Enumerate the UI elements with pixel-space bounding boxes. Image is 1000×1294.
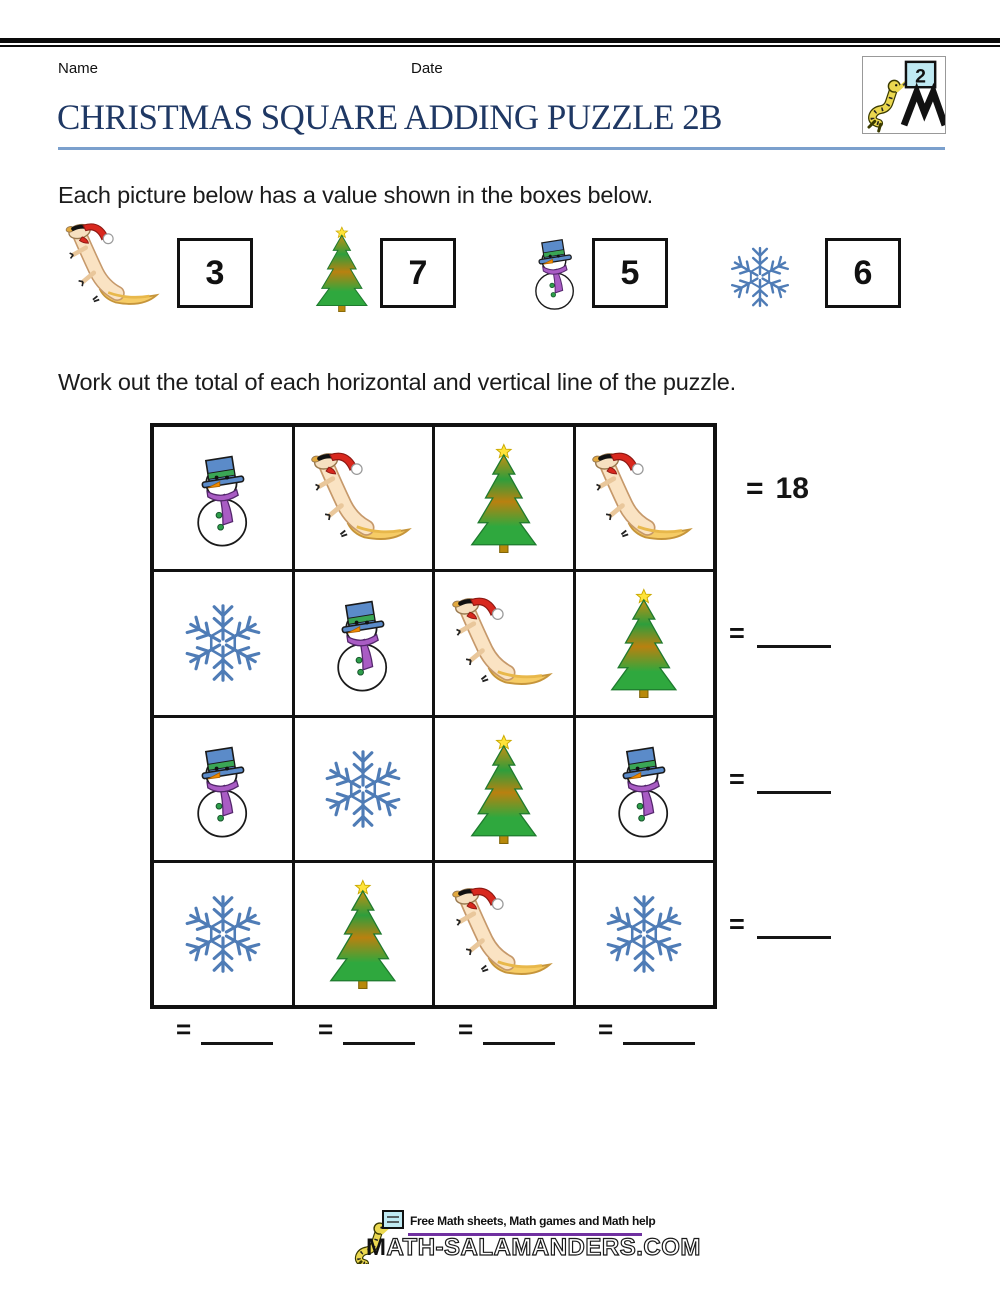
grid-cell-r1c4 xyxy=(576,427,714,569)
row-total-1 xyxy=(746,472,809,506)
row-total-2 xyxy=(729,618,831,649)
grid-cell-r2c3 xyxy=(435,572,573,714)
tree-icon xyxy=(458,443,550,553)
snowflake-icon xyxy=(595,885,693,983)
grid-cell-r1c1 xyxy=(154,427,292,569)
tree-icon xyxy=(317,879,409,989)
instruction-values: Each picture below has a value shown in the boxes below. xyxy=(58,182,653,208)
row-total-4 xyxy=(729,909,831,940)
snowman-icon xyxy=(604,739,684,839)
snowflake-icon xyxy=(314,740,412,838)
key-icon-snowman xyxy=(524,233,586,311)
col-total-3 xyxy=(458,1014,555,1045)
footer-site-m: M xyxy=(366,1234,387,1261)
equals-sign: = xyxy=(176,1014,192,1044)
key-value: 7 xyxy=(408,253,428,292)
salamander-icon xyxy=(584,448,704,549)
key-value: 6 xyxy=(853,253,873,292)
name-label: Name xyxy=(58,60,99,77)
footer-site-rest: ATH-SALAMANDERS.COM xyxy=(386,1234,701,1261)
tree-icon xyxy=(458,734,550,844)
salamander-icon xyxy=(303,448,423,549)
salamander-icon xyxy=(58,219,170,313)
logo-badge-number: 2 xyxy=(915,65,926,88)
equals-sign: = xyxy=(729,764,745,794)
snowman-icon xyxy=(183,739,263,839)
col-total-1 xyxy=(176,1014,273,1045)
key-value-box-tree xyxy=(380,238,456,308)
salamander-icon xyxy=(444,593,564,694)
snowman-icon xyxy=(323,593,403,693)
row-total-answer-blank xyxy=(757,645,831,648)
row-total-value: 18 xyxy=(775,472,809,505)
grid-cell-r4c3 xyxy=(435,863,573,1005)
grid-cell-r4c2 xyxy=(295,863,433,1005)
col-total-answer-blank xyxy=(201,1042,273,1045)
grid-cell-r2c4 xyxy=(576,572,714,714)
grid-cell-r1c3 xyxy=(435,427,573,569)
footer-tagline: Free Math sheets, Math games and Math help xyxy=(410,1214,656,1228)
snowman-icon xyxy=(183,448,263,548)
equals-sign: = xyxy=(729,618,745,648)
snowflake-icon xyxy=(174,594,272,692)
title-underline xyxy=(58,147,945,150)
col-total-answer-blank xyxy=(623,1042,695,1045)
equals-sign: = xyxy=(729,909,745,939)
snowflake-icon xyxy=(174,885,272,983)
top-divider-thin-line xyxy=(0,45,1000,47)
grid-cell-r4c4 xyxy=(576,863,714,1005)
tree-icon xyxy=(306,226,378,312)
grid-cell-r3c2 xyxy=(295,718,433,860)
row-total-answer-blank xyxy=(757,791,831,794)
equals-sign: = xyxy=(598,1014,614,1044)
footer xyxy=(352,1206,701,1266)
equals-sign: = xyxy=(318,1014,334,1044)
grid-cell-r1c2 xyxy=(295,427,433,569)
col-total-answer-blank xyxy=(483,1042,555,1045)
key-value-box-salamander xyxy=(177,238,253,308)
grid-cell-r3c3 xyxy=(435,718,573,860)
grid-cell-r2c1 xyxy=(154,572,292,714)
grid-cell-r3c1 xyxy=(154,718,292,860)
grid-cell-r2c2 xyxy=(295,572,433,714)
key-icon-salamander xyxy=(58,233,172,313)
key-value: 5 xyxy=(620,253,640,292)
math-salamanders-logo xyxy=(862,56,946,134)
snowflake-icon xyxy=(722,239,798,315)
tree-icon xyxy=(598,588,690,698)
logo-m-letter xyxy=(904,92,945,125)
col-total-answer-blank xyxy=(343,1042,415,1045)
puzzle-grid xyxy=(150,423,717,1009)
key-value-box-snowman xyxy=(592,238,668,308)
grid-cell-r3c4 xyxy=(576,718,714,860)
footer-logo-board xyxy=(383,1211,403,1228)
salamander-icon xyxy=(444,883,564,984)
key-value: 3 xyxy=(205,253,225,292)
col-total-4 xyxy=(598,1014,695,1045)
equals-sign: = xyxy=(458,1014,474,1044)
snowman-icon xyxy=(524,233,586,311)
top-divider xyxy=(0,38,1000,47)
key-value-box-snowflake xyxy=(825,238,901,308)
page-title: CHRISTMAS SQUARE ADDING PUZZLE 2B xyxy=(57,97,722,137)
col-total-2 xyxy=(318,1014,415,1045)
grid-cell-r4c1 xyxy=(154,863,292,1005)
row-total-answer-blank xyxy=(757,936,831,939)
footer-site-name xyxy=(366,1234,701,1262)
key-icon-snowflake xyxy=(722,237,798,315)
date-label: Date xyxy=(411,60,443,77)
key-icon-tree xyxy=(306,226,378,312)
row-total-3 xyxy=(729,764,831,795)
logo-graphic xyxy=(863,57,945,133)
instruction-totals: Work out the total of each horizontal and vertical line of the puzzle. xyxy=(58,369,736,395)
equals-sign: = xyxy=(746,472,764,505)
